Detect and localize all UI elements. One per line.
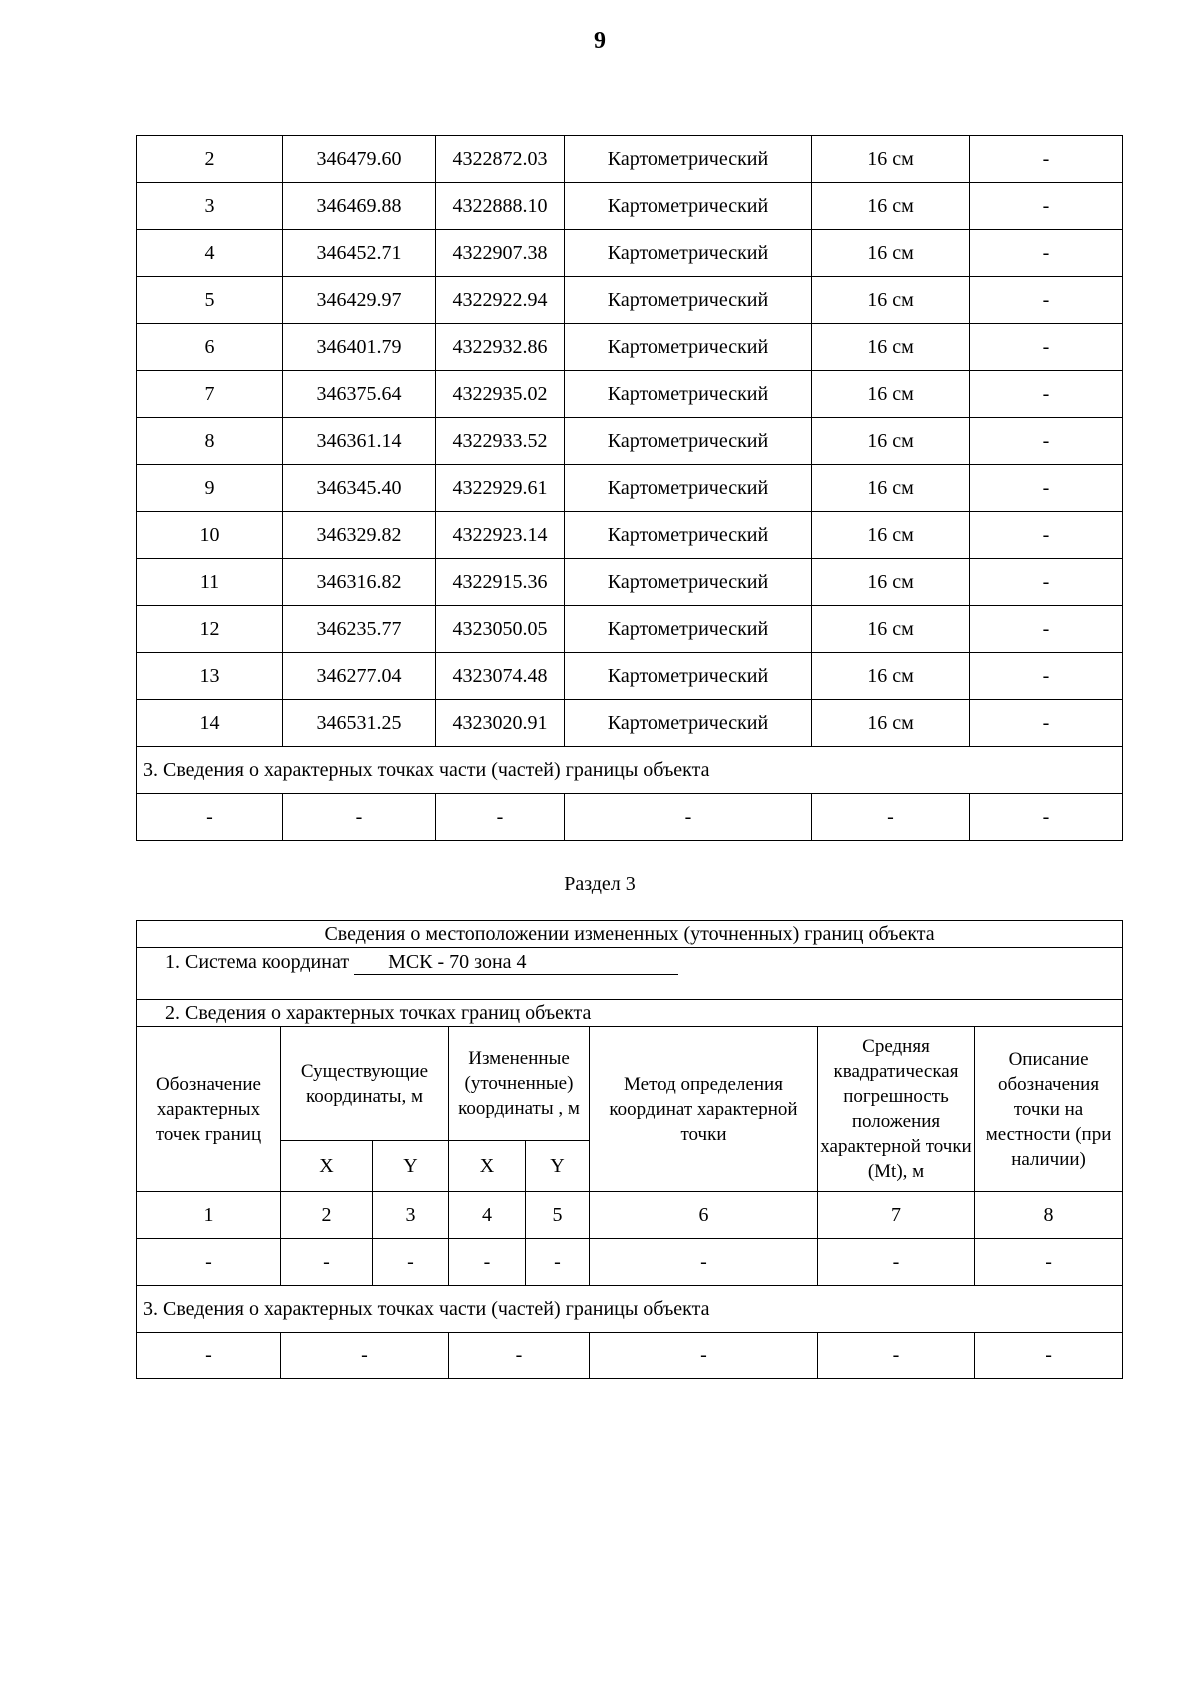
page-number: 9 bbox=[594, 28, 606, 54]
table-row bbox=[137, 559, 1123, 606]
column-number: 5 bbox=[526, 1192, 590, 1239]
table-title: Сведения о местоположении измененных (уточненных) границ объекта bbox=[137, 921, 1123, 948]
cell-point-number: 13 bbox=[137, 653, 283, 700]
cell-coord-y: 4323074.48 bbox=[436, 653, 565, 700]
cell-description: - bbox=[970, 183, 1123, 230]
cell-coord-y: 4323020.91 bbox=[436, 700, 565, 747]
crs-cell bbox=[137, 948, 1123, 1000]
table-row bbox=[137, 700, 1123, 747]
cell-point-number: 3 bbox=[137, 183, 283, 230]
crs-label: 1. Система координат bbox=[165, 951, 350, 973]
table-title-row bbox=[137, 921, 1123, 948]
part-cell: - bbox=[975, 1333, 1123, 1379]
cell-description: - bbox=[970, 324, 1123, 371]
part-cell: - bbox=[590, 1333, 818, 1379]
crs-value: МСК - 70 зона 4 bbox=[388, 951, 678, 975]
column-numbers-row bbox=[137, 1192, 1123, 1239]
cell-point-number: 5 bbox=[137, 277, 283, 324]
section3-cell: - bbox=[436, 794, 565, 841]
cell-coord-y: 4322923.14 bbox=[436, 512, 565, 559]
header-changed: Измененные (уточненные) координаты , м bbox=[449, 1027, 590, 1141]
dash-cell: - bbox=[281, 1239, 373, 1286]
cell-point-number: 10 bbox=[137, 512, 283, 559]
cell-description: - bbox=[970, 465, 1123, 512]
cell-coord-y: 4322915.36 bbox=[436, 559, 565, 606]
header-x-existing: X bbox=[281, 1141, 373, 1192]
header-error: Средняя квадратическая погрешность положения характерной точки (Mt), м bbox=[818, 1027, 975, 1192]
table-row bbox=[137, 230, 1123, 277]
dash-cell: - bbox=[526, 1239, 590, 1286]
header-row bbox=[137, 1027, 1123, 1141]
table-row bbox=[137, 512, 1123, 559]
cell-method: Картометрический bbox=[565, 277, 812, 324]
dash-cell: - bbox=[590, 1239, 818, 1286]
table-row bbox=[137, 653, 1123, 700]
points-title: 2. Сведения о характерных точках границ объекта bbox=[137, 1000, 1123, 1027]
dash-cell: - bbox=[818, 1239, 975, 1286]
changed-boundaries-table bbox=[136, 920, 1123, 1379]
cell-description: - bbox=[970, 371, 1123, 418]
cell-coord-y: 4322933.52 bbox=[436, 418, 565, 465]
header-x-changed: X bbox=[449, 1141, 526, 1192]
column-number: 8 bbox=[975, 1192, 1123, 1239]
cell-error: 16 см bbox=[812, 277, 970, 324]
dash-cell: - bbox=[137, 1239, 281, 1286]
header-method: Метод определения координат характерной точки bbox=[590, 1027, 818, 1192]
cell-method: Картометрический bbox=[565, 465, 812, 512]
cell-point-number: 2 bbox=[137, 136, 283, 183]
part-cell: - bbox=[281, 1333, 449, 1379]
cell-description: - bbox=[970, 512, 1123, 559]
cell-error: 16 см bbox=[812, 183, 970, 230]
part-data-row bbox=[137, 1333, 1123, 1379]
header-description: Описание обозначения точки на местности (при наличии) bbox=[975, 1027, 1123, 1192]
points-title-row bbox=[137, 1000, 1123, 1027]
cell-error: 16 см bbox=[812, 418, 970, 465]
cell-coord-x: 346316.82 bbox=[283, 559, 436, 606]
header-y-existing: Y bbox=[373, 1141, 449, 1192]
table-row bbox=[137, 183, 1123, 230]
cell-coord-y: 4322932.86 bbox=[436, 324, 565, 371]
cell-coord-y: 4322922.94 bbox=[436, 277, 565, 324]
part-title-row bbox=[137, 1286, 1123, 1333]
table-row bbox=[137, 606, 1123, 653]
table-row bbox=[137, 324, 1123, 371]
cell-method: Картометрический bbox=[565, 418, 812, 465]
cell-point-number: 4 bbox=[137, 230, 283, 277]
cell-method: Картометрический bbox=[565, 512, 812, 559]
cell-error: 16 см bbox=[812, 559, 970, 606]
cell-error: 16 см bbox=[812, 371, 970, 418]
table-row bbox=[137, 465, 1123, 512]
column-number: 2 bbox=[281, 1192, 373, 1239]
part-title: 3. Сведения о характерных точках части (частей) границы объекта bbox=[137, 1286, 1123, 1333]
cell-point-number: 9 bbox=[137, 465, 283, 512]
cell-description: - bbox=[970, 559, 1123, 606]
cell-description: - bbox=[970, 418, 1123, 465]
table-row bbox=[137, 418, 1123, 465]
coordinates-table-body bbox=[137, 136, 1123, 747]
cell-error: 16 см bbox=[812, 324, 970, 371]
cell-coord-x: 346429.97 bbox=[283, 277, 436, 324]
part-cell: - bbox=[818, 1333, 975, 1379]
cell-description: - bbox=[970, 653, 1123, 700]
cell-coord-y: 4322935.02 bbox=[436, 371, 565, 418]
cell-method: Картометрический bbox=[565, 371, 812, 418]
section3-title: 3. Сведения о характерных точках части (частей) границы объекта bbox=[137, 747, 1123, 794]
cell-method: Картометрический bbox=[565, 230, 812, 277]
column-number: 4 bbox=[449, 1192, 526, 1239]
cell-error: 16 см bbox=[812, 700, 970, 747]
table-row bbox=[137, 371, 1123, 418]
cell-method: Картометрический bbox=[565, 653, 812, 700]
cell-coord-x: 346469.88 bbox=[283, 183, 436, 230]
header-y-changed: Y bbox=[526, 1141, 590, 1192]
cell-coord-y: 4322907.38 bbox=[436, 230, 565, 277]
cell-error: 16 см bbox=[812, 512, 970, 559]
cell-error: 16 см bbox=[812, 653, 970, 700]
cell-coord-x: 346479.60 bbox=[283, 136, 436, 183]
dash-cell: - bbox=[373, 1239, 449, 1286]
cell-coord-x: 346401.79 bbox=[283, 324, 436, 371]
cell-method: Картометрический bbox=[565, 136, 812, 183]
dash-row bbox=[137, 1239, 1123, 1286]
column-number: 3 bbox=[373, 1192, 449, 1239]
cell-coord-x: 346452.71 bbox=[283, 230, 436, 277]
cell-coord-x: 346531.25 bbox=[283, 700, 436, 747]
header-existing: Существующие координаты, м bbox=[281, 1027, 449, 1141]
part-cell: - bbox=[449, 1333, 590, 1379]
cell-point-number: 8 bbox=[137, 418, 283, 465]
cell-error: 16 см bbox=[812, 465, 970, 512]
cell-description: - bbox=[970, 700, 1123, 747]
cell-description: - bbox=[970, 277, 1123, 324]
cell-error: 16 см bbox=[812, 136, 970, 183]
cell-method: Картометрический bbox=[565, 606, 812, 653]
cell-method: Картометрический bbox=[565, 183, 812, 230]
cell-coord-x: 346235.77 bbox=[283, 606, 436, 653]
cell-coord-y: 4323050.05 bbox=[436, 606, 565, 653]
dash-cell: - bbox=[449, 1239, 526, 1286]
cell-coord-y: 4322872.03 bbox=[436, 136, 565, 183]
cell-point-number: 14 bbox=[137, 700, 283, 747]
cell-point-number: 6 bbox=[137, 324, 283, 371]
cell-error: 16 см bbox=[812, 230, 970, 277]
cell-point-number: 11 bbox=[137, 559, 283, 606]
table-row bbox=[137, 277, 1123, 324]
cell-coord-x: 346329.82 bbox=[283, 512, 436, 559]
cell-point-number: 7 bbox=[137, 371, 283, 418]
section3-title-row bbox=[137, 747, 1123, 794]
cell-point-number: 12 bbox=[137, 606, 283, 653]
cell-description: - bbox=[970, 606, 1123, 653]
cell-method: Картометрический bbox=[565, 559, 812, 606]
section3-data-row bbox=[137, 794, 1123, 841]
cell-description: - bbox=[970, 230, 1123, 277]
cell-coord-x: 346277.04 bbox=[283, 653, 436, 700]
dash-cell: - bbox=[975, 1239, 1123, 1286]
section3-cell: - bbox=[137, 794, 283, 841]
column-number: 7 bbox=[818, 1192, 975, 1239]
table-row bbox=[137, 136, 1123, 183]
crs-underline bbox=[354, 951, 388, 975]
cell-coord-x: 346345.40 bbox=[283, 465, 436, 512]
cell-coord-x: 346375.64 bbox=[283, 371, 436, 418]
coordinates-table bbox=[136, 135, 1123, 841]
column-number: 6 bbox=[590, 1192, 818, 1239]
cell-error: 16 см bbox=[812, 606, 970, 653]
crs-row bbox=[137, 948, 1123, 1000]
section-caption: Раздел 3 bbox=[564, 873, 636, 895]
part-cell: - bbox=[137, 1333, 281, 1379]
cell-coord-y: 4322888.10 bbox=[436, 183, 565, 230]
cell-coord-y: 4322929.61 bbox=[436, 465, 565, 512]
column-number: 1 bbox=[137, 1192, 281, 1239]
header-designation: Обозначение характерных точек границ bbox=[137, 1027, 281, 1192]
cell-method: Картометрический bbox=[565, 700, 812, 747]
section3-cell: - bbox=[565, 794, 812, 841]
section3-cell: - bbox=[283, 794, 436, 841]
section3-cell: - bbox=[812, 794, 970, 841]
cell-description: - bbox=[970, 136, 1123, 183]
cell-method: Картометрический bbox=[565, 324, 812, 371]
section3-cell: - bbox=[970, 794, 1123, 841]
cell-coord-x: 346361.14 bbox=[283, 418, 436, 465]
